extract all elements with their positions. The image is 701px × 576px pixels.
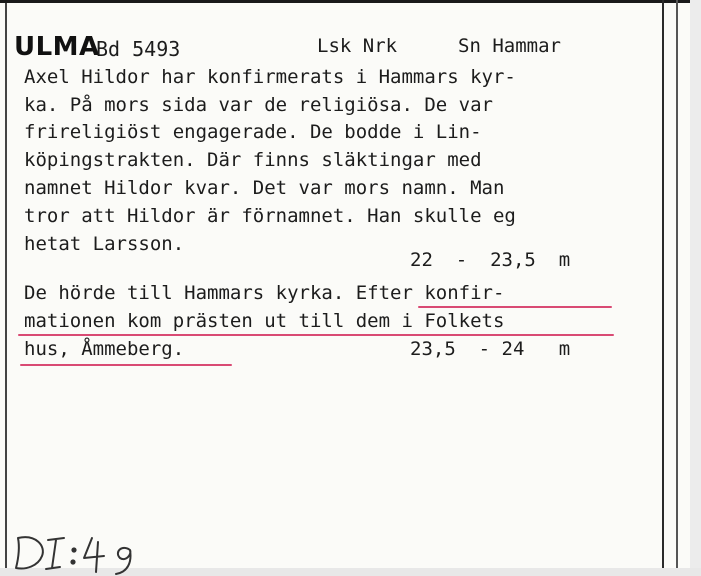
body-line: tror att Hildor är förnamnet. Han skulle eg xyxy=(24,205,516,227)
highlight-underline xyxy=(18,334,614,336)
body-line: hus, Åmmeberg. xyxy=(24,338,185,360)
body-line: De hörde till Hammars kyrka. Efter konfir- xyxy=(24,282,505,304)
card-top-border xyxy=(0,0,701,3)
tape-range: 23,5 - 24 m xyxy=(410,338,571,360)
archive-code: ULMA xyxy=(14,32,100,62)
handwritten-signature xyxy=(12,528,152,576)
volume-number: Bd 5493 xyxy=(96,37,181,61)
card-right-edge-shadow xyxy=(676,0,678,576)
body-line: Axel Hildor har konfirmerats i Hammars kyr- xyxy=(24,66,516,88)
region-code: Lsk Nrk xyxy=(317,35,398,57)
tape-range: 22 - 23,5 m xyxy=(410,249,571,271)
highlight-underline xyxy=(418,306,612,308)
body-line: hetat Larsson. xyxy=(24,233,185,255)
body-line: frireligiöst engagerade. De bodde i Lin- xyxy=(24,121,482,143)
card-right-edge xyxy=(662,0,664,576)
card-header xyxy=(14,30,654,64)
card-left-edge xyxy=(5,3,7,571)
scan-margin xyxy=(690,0,701,576)
body-line: mationen kom prästen ut till dem i Folkets xyxy=(24,310,505,332)
highlight-underline xyxy=(20,364,232,366)
body-line: ka. På mors sida var de religiösa. De var xyxy=(24,94,493,116)
parish-name: Sn Hammar xyxy=(458,35,561,57)
body-line: köpingstrakten. Där finns släktingar med xyxy=(24,149,482,171)
body-line: namnet Hildor kvar. Det var mors namn. Man xyxy=(24,177,505,199)
